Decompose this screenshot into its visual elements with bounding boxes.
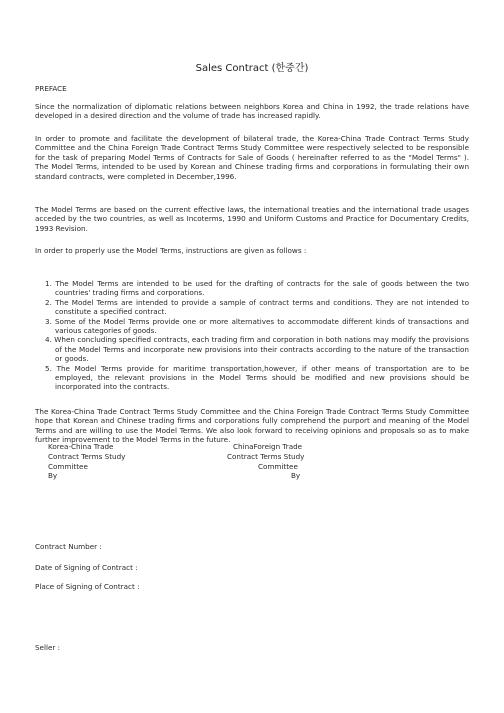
signature-block-china <box>225 442 345 481</box>
paragraph-closing: The Korea-China Trade Contract Terms Study Committee and the China Foreign Trade Contract Terms Study Committee hope that Korean and Chinese trading firms and corporations fully comprehend the purport and meaning of the Model Terms and are willing to use the Model Terms. We also look forward to receiving opinions and proposals so as to make further improvement to the Model Terms in the future. <box>35 407 469 445</box>
seller-field: Seller : <box>35 643 61 652</box>
list-item: 5. The Model Terms provide for maritime transportation,however, if other means of transportation are to be employed, the relevant provisions in the Model Terms should be modified and new provisions should be incorporated into the contracts. <box>45 363 469 392</box>
signature-line: By <box>48 471 58 481</box>
signature-line: Contract Terms Study <box>48 451 126 461</box>
preface-heading: PREFACE <box>35 84 67 93</box>
signature-line: ChinaForeign Trade <box>233 442 303 451</box>
list-item: 4. When concluding specified contracts, each trading firm and corporation in both nations may modify the provisions of the Model Terms and incorporate new provisions into their contracts according to the nature of the transaction or goods. <box>45 335 469 364</box>
signature-line: Contract Terms Study <box>227 451 305 461</box>
instructions-list <box>45 279 469 392</box>
list-item: 2. The Model Terms are intended to provide a sample of contract terms and conditions. They are not intended to constitute a specified contract. <box>45 297 469 317</box>
signature-line: By <box>291 471 301 481</box>
document-title: Sales Contract (한중간) <box>195 63 309 74</box>
date-of-signing-field: Date of Signing of Contract : <box>35 563 138 572</box>
contract-number-field: Contract Number : <box>35 542 102 551</box>
place-of-signing-field: Place of Signing of Contract : <box>35 582 140 591</box>
paragraph-normalization: Since the normalization of diplomatic relations between neighbors Korea and China in 1992, the trade relations have developed in a desired direction and the volume of trade has increased rapidly. <box>35 102 469 121</box>
signature-block-korea <box>48 442 125 481</box>
paragraph-legal-basis: The Model Terms are based on the current effective laws, the international treaties and the international trade usages acceded by the two countries, as well as Incoterms, 1990 and Uniform Customs and Practice for Documentary Credits, 1993 Revision. <box>35 205 469 233</box>
signature-line: Committee <box>48 461 88 471</box>
signature-line: Committee <box>258 461 298 471</box>
paragraph-instructions-intro: In order to properly use the Model Terms, instructions are given as follows : <box>35 246 307 255</box>
paragraph-committees: In order to promote and facilitate the development of bilateral trade, the Korea-China Trade Contract Terms Study Committee and the China Foreign Trade Contract Terms Study Committee were respectively selected to be responsible for the task of preparing Model Terms of Contracts for Sale of Goods ( hereinafter referred to as the "Model Terms" ). The Model Terms, intended to be used by Korean and Chinese trading firms and corporations in formulating their own standard contracts, were completed in December,1996. <box>35 134 469 181</box>
list-item: 1. The Model Terms are intended to be used for the drafting of contracts for the sale of goods between the two countries' trading firms and corporations. <box>45 279 469 298</box>
signature-line: Korea-China Trade <box>48 442 114 451</box>
list-item: 3. Some of the Model Terms provide one or more alternatives to accommodate different kinds of transactions and various categories of goods. <box>45 316 469 336</box>
